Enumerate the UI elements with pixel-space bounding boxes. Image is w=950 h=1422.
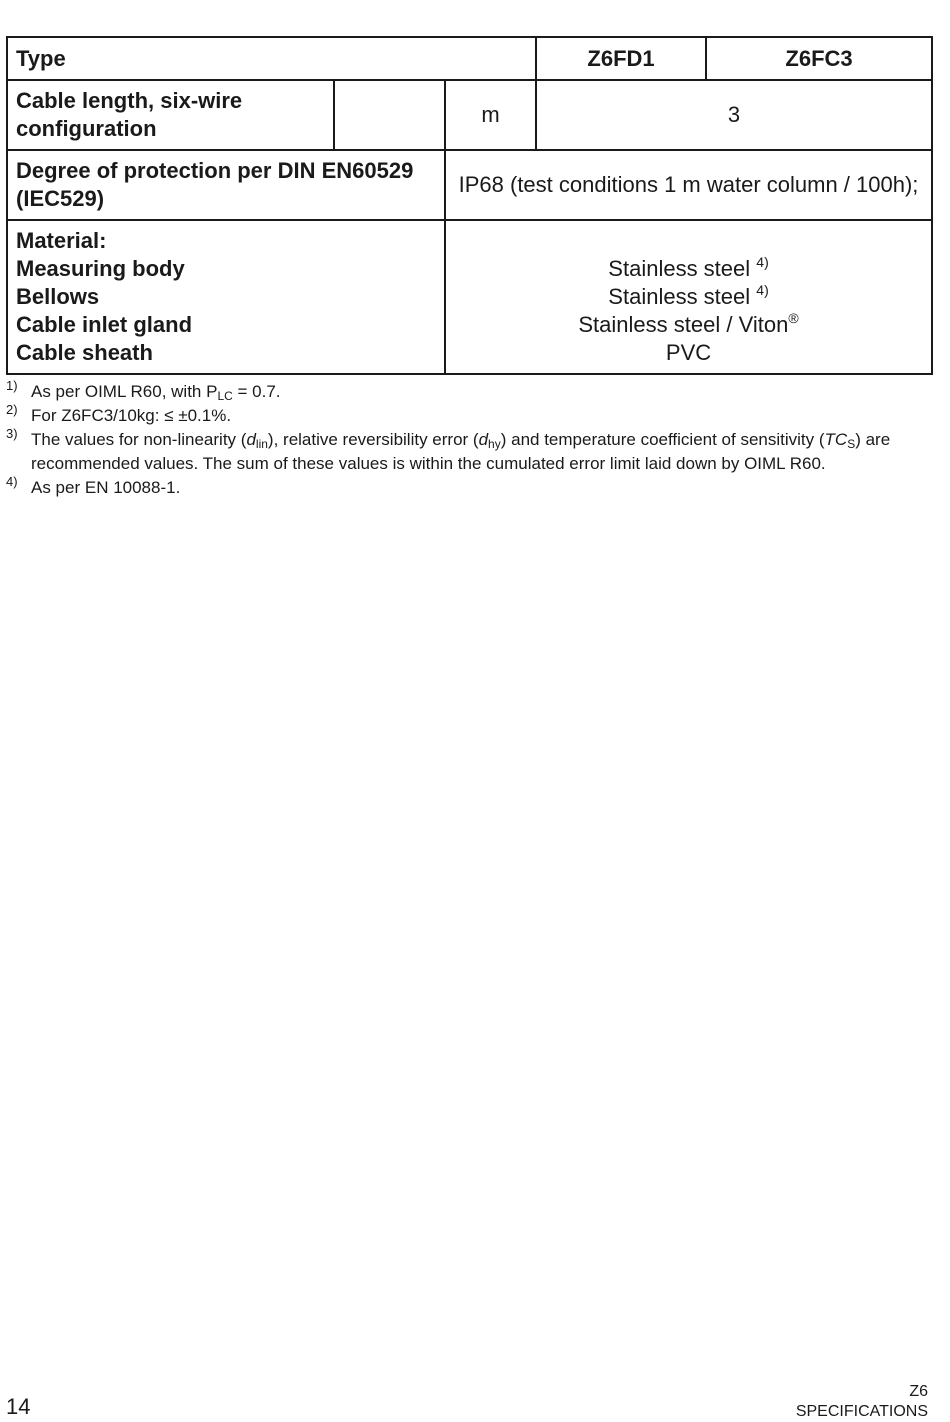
material-value-measuring-body: Stainless steel $^{4)}$ (608, 254, 769, 281)
cable-length-row (7, 80, 932, 150)
footer-section-name: SPECIFICATIONS (795, 1403, 928, 1420)
material-label-bellows: Bellows (16, 284, 100, 309)
material-values (445, 220, 932, 374)
material-label-cable-inlet-gland: Cable inlet gland (16, 312, 193, 337)
footnote-number: 4) (6, 474, 18, 489)
footnote-number: 1) (6, 378, 18, 393)
protection-row (7, 150, 932, 220)
footnote-number: 2) (6, 402, 18, 417)
material-heading: Material: (16, 228, 107, 253)
protection-value: IP68 (test conditions 1 m water column / 100h); (445, 150, 932, 220)
material-row (7, 220, 932, 374)
cable-length-label: Cable length, six-wire configuration (7, 80, 334, 150)
footer-document-info (796, 1382, 928, 1422)
material-value-cable-sheath: PVC (665, 340, 712, 365)
footnote-1: 1) As per OIML R60, with $P_{LC} = 0.7$. (6, 380, 921, 404)
model-z6fd1-header: Z6FD1 (536, 37, 706, 80)
table-header-row (7, 37, 932, 80)
empty-cell (334, 80, 445, 150)
material-label-cable-sheath: Cable sheath (16, 340, 153, 365)
material-label-measuring-body: Measuring body (16, 256, 185, 281)
type-header: Type (7, 37, 536, 80)
cable-length-unit: m (445, 80, 536, 150)
footer-doc-name: Z6 (909, 1383, 928, 1400)
material-labels (7, 220, 445, 374)
footnote-3: 3) The values for non-linearity $(d_{lin})$, relative reversibility error $(d_{hy})$ and temperature coefficient of sensitivity $(TC_S)$ are recommended values. The sum of these values is within the cumulated error limit laid down by OIML R60. (6, 428, 921, 476)
footnote-4: 4) As per EN 10088-1. (6, 476, 921, 500)
footnote-2: 2) For Z6FC3/10kg: ≤ ±0.1%. (6, 404, 921, 428)
material-value-cable-inlet-gland: Stainless steel / Viton® (578, 310, 799, 337)
footnote-number: 3) (6, 426, 18, 441)
cable-length-value: 3 (536, 80, 932, 150)
protection-label: Degree of protection per DIN EN60529 (IEC529) (7, 150, 445, 220)
model-z6fc3-header: Z6FC3 (706, 37, 932, 80)
page-number: 14 (6, 1394, 31, 1419)
material-value-bellows: Stainless steel $^{4)}$ (608, 282, 769, 309)
specifications-table (6, 36, 933, 375)
footnotes (6, 380, 921, 500)
